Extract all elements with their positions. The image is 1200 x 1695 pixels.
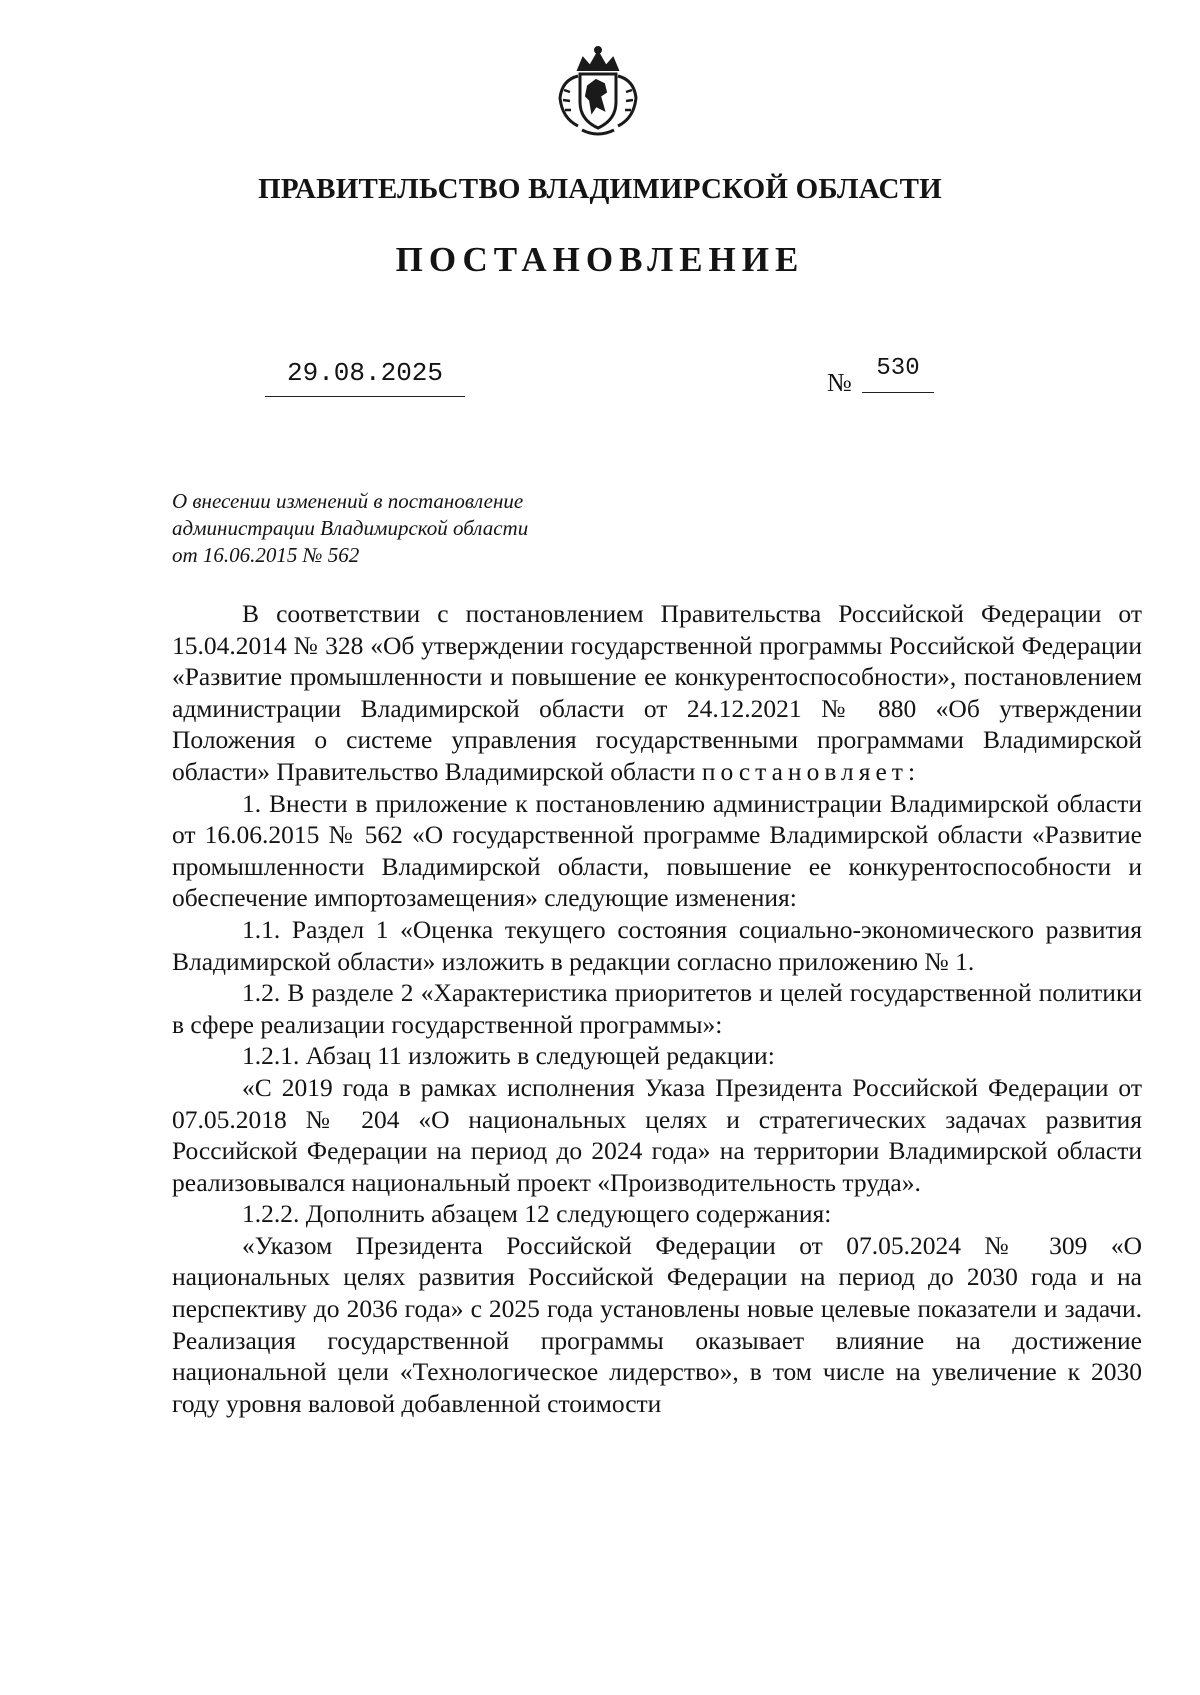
subject-line: администрации Владимирской области <box>172 516 529 540</box>
clause-paragraph: 1.2.1. Абзац 11 изложить в следующей редакции: <box>242 1041 775 1071</box>
decree-word: постановляет: <box>701 756 921 786</box>
coat-of-arms-icon <box>548 40 648 140</box>
document-subject <box>172 488 612 569</box>
document-body <box>172 598 1142 1419</box>
preamble-paragraph <box>172 598 1142 788</box>
organization-name: ПРАВИТЕЛЬСТВО ВЛАДИМИРСКОЙ ОБЛАСТИ <box>258 173 942 205</box>
subject-line: от 16.06.2015 № 562 <box>172 543 360 567</box>
clause-paragraph: «Указом Президента Российской Федерации от 07.05.2024 № 309 «О национальных целях развития Российской Федерации на период до 2030 года и на перспективу до 2036 года» с 2025 года установлены новые целевые показатели и задачи. Реализация государственной программы оказывает влияние на достижение национальной цели «Технологическое лидерство», в том числе на увеличение к 2030 году уровня валовой добавленной стоимости <box>172 1230 1142 1418</box>
clause-paragraph: 1.2.2. Дополнить абзацем 12 следующего содержания: <box>242 1199 832 1229</box>
clause-paragraph: «С 2019 года в рамках исполнения Указа Президента Российской Федерации от 07.05.2018 № 204 «О национальных целях и стратегических задачах развития Российской Федерации на период до 2024 года» на территории Владимирской области реализовывался национальный проект «Производительность труда». <box>172 1072 1142 1197</box>
subject-line: О внесении изменений в постановление <box>172 489 524 513</box>
clause-paragraph: 1.1. Раздел 1 «Оценка текущего состояния социально-экономического развития Владимирской области» изложить в редакции согласно приложению № 1. <box>172 914 1142 976</box>
document-date: 29.08.2025 <box>265 358 465 397</box>
document-number: 530 <box>862 355 934 393</box>
clause-paragraph: 1.2. В разделе 2 «Характеристика приоритетов и целей государственной политики в сфере реализации государственной программы»: <box>172 978 1142 1039</box>
preamble-text: В соответствии с постановлением Правительства Российской Федерации от 15.04.2014 № 328 «Об утверждении государственной программы Российской Федерации «Развитие промышленности и повышение ее конкурентоспособности», постановлением администрации Владимирской области от 24.12.2021 № 880 «Об утверждении Положения о системе управления государственными программами Владимирской области» Правительство Владимирской области <box>172 599 1142 786</box>
number-sign: № <box>827 368 852 397</box>
document-type-title: ПОСТАНОВЛЕНИЕ <box>395 240 805 279</box>
clause-paragraph: 1. Внести в приложение к постановлению администрации Владимирской области от 16.06.2015 № 562 «О государственной программе Владимирской области «Развитие промышленности Владимирской области, повышение ее конкурентоспособности и обеспечение импортозамещения» следующие изменения: <box>172 788 1142 913</box>
